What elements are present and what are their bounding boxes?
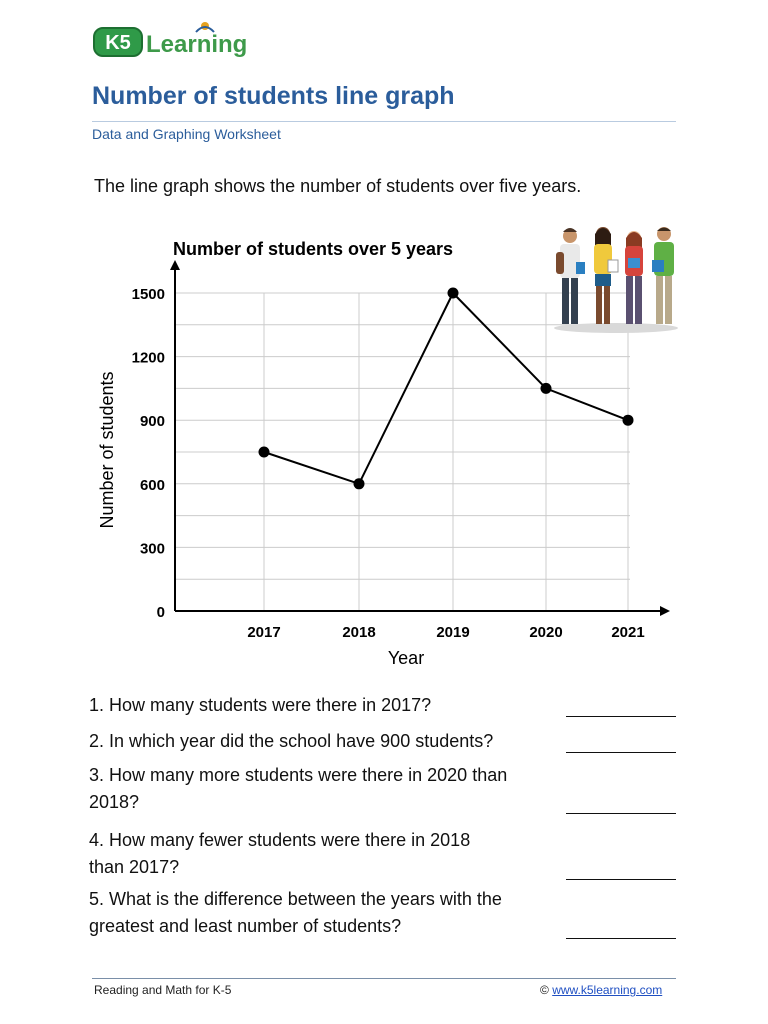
x-tick-label: 2020 — [529, 624, 563, 641]
answer-blank-2 — [566, 752, 676, 753]
footer-credit — [540, 983, 662, 997]
x-tick-label: 2019 — [436, 624, 470, 641]
data-point — [623, 415, 634, 426]
copyright-symbol: © — [540, 983, 549, 997]
question-5 — [89, 886, 559, 940]
question-1-line-1: 1. How many students were there in 2017? — [89, 695, 432, 715]
question-5-line-2: greatest and least number of students? — [89, 916, 402, 936]
website-link[interactable]: www.k5learning.com — [552, 983, 663, 997]
x-axis-label: Year — [387, 648, 425, 668]
footer-tagline: Reading and Math for K-5 — [94, 983, 232, 997]
grid — [175, 293, 630, 611]
question-2-line-1: 2. In which year did the school have 900 students? — [89, 731, 494, 751]
page-title: Number of students line graph — [92, 82, 455, 110]
logo-word: Learning — [146, 31, 248, 58]
k5-learning-logo — [92, 18, 262, 62]
question-4 — [89, 827, 559, 881]
y-tick-label: 1200 — [131, 349, 165, 367]
data-point — [541, 383, 552, 394]
x-tick-labels — [247, 624, 644, 641]
y-axis-label: Number of students — [97, 371, 117, 529]
intro-text: The line graph shows the number of students over five years. — [94, 176, 582, 196]
answer-blank-1 — [566, 716, 676, 717]
x-tick-label: 2018 — [342, 624, 376, 641]
question-3-line-1: 3. How many more students were there in 2020 than — [89, 765, 508, 785]
y-tick-labels — [132, 286, 165, 621]
data-point — [354, 478, 365, 489]
question-4-line-2: than 2017? — [89, 857, 180, 877]
logo-badge: K5 — [105, 32, 131, 54]
answer-blank-4 — [566, 879, 676, 880]
question-3 — [89, 762, 559, 816]
students-illustration — [548, 222, 684, 336]
question-1 — [89, 692, 559, 719]
title-divider — [92, 121, 676, 122]
x-axis-arrow — [660, 606, 670, 616]
answer-blank-3 — [566, 813, 676, 814]
chart-title: Number of students over 5 years — [172, 239, 454, 259]
x-tick-label: 2017 — [247, 624, 281, 641]
y-tick-label: 1500 — [131, 286, 165, 303]
question-4-line-1: 4. How many fewer students were there in 2018 — [89, 830, 471, 850]
y-tick-label: 900 — [139, 413, 165, 431]
footer-divider — [92, 978, 676, 979]
answer-blank-5 — [566, 938, 676, 939]
question-2 — [89, 728, 559, 755]
x-tick-label: 2021 — [611, 624, 645, 641]
y-axis-arrow — [170, 260, 180, 270]
y-tick-label: 600 — [139, 476, 165, 494]
data-point — [448, 288, 459, 299]
question-3-line-2: 2018? — [89, 792, 140, 812]
y-tick-label: 0 — [156, 604, 165, 621]
page-subtitle: Data and Graphing Worksheet — [92, 126, 281, 142]
y-tick-label: 300 — [139, 540, 165, 558]
question-5-line-1: 5. What is the difference between the years with the — [89, 889, 502, 909]
data-point — [259, 447, 270, 458]
